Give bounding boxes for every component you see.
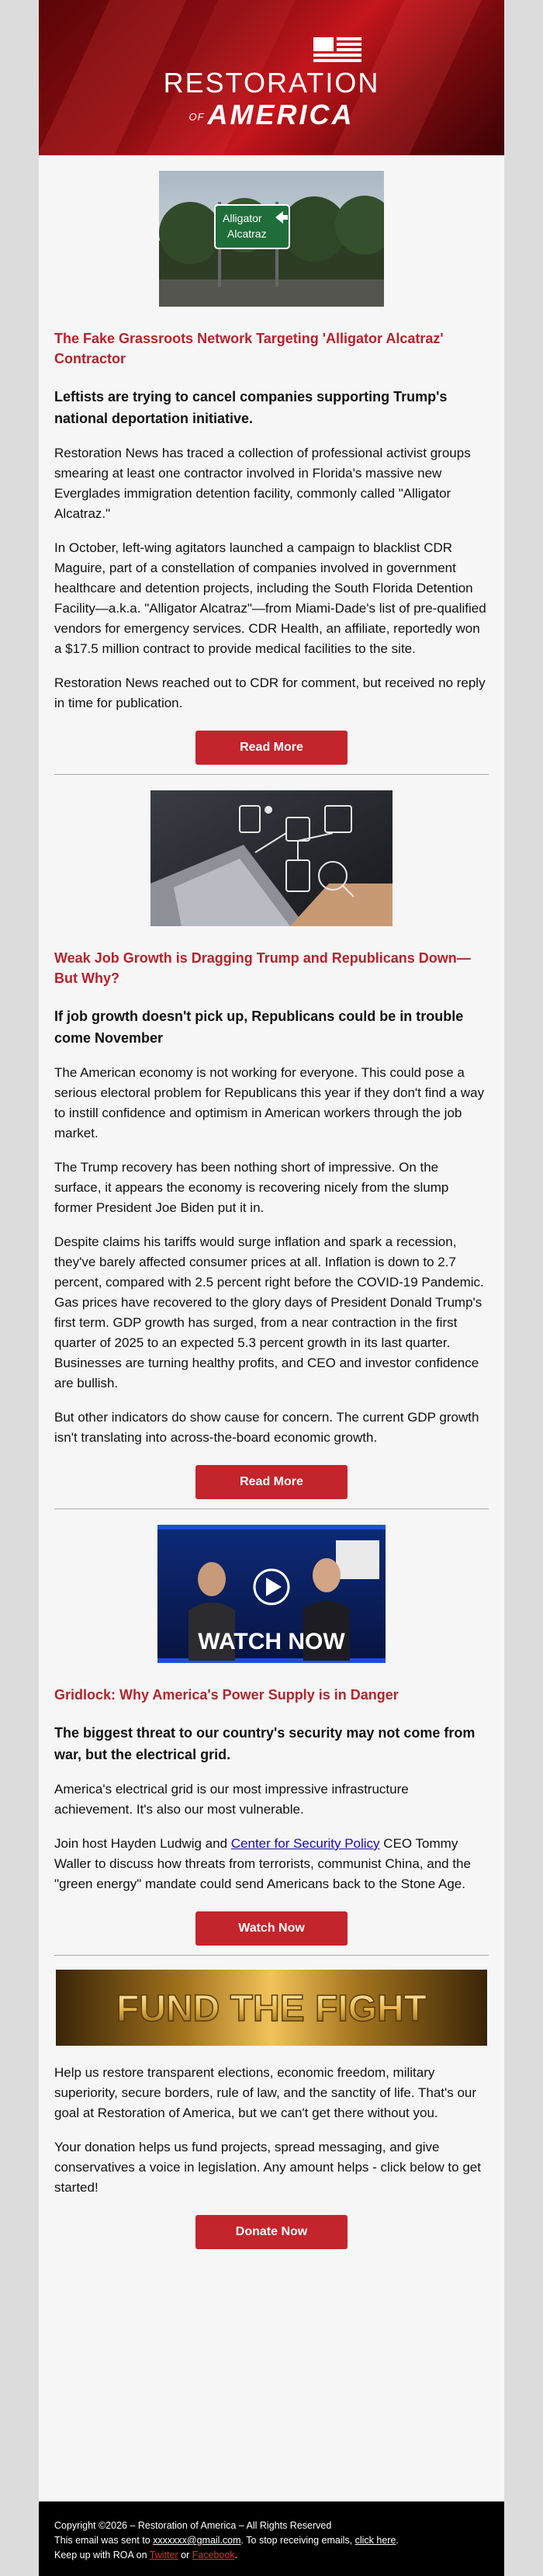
copyright-text: Copyright ©2026 – Restoration of America – All Rights Reserved bbox=[54, 2520, 332, 2531]
read-more-button[interactable]: Read More bbox=[195, 731, 348, 765]
article-paragraph: The Trump recovery has been nothing short of impressive. On the surface, it appears the economy is recovering nicely from the slump former President Joe Biden put it in. bbox=[54, 1160, 449, 1215]
article-subtitle: If job growth doesn't pick up, Republicans could be in trouble come November bbox=[54, 1009, 464, 1046]
article-paragraph: But other indicators do show cause for concern. The current GDP growth isn't translating into across-the-board economic growth. bbox=[54, 1410, 479, 1445]
footer-text: This email was sent to bbox=[54, 2535, 154, 2546]
brand-name-bottom: AMERICA bbox=[207, 99, 355, 130]
divider bbox=[54, 1955, 489, 1956]
article-title[interactable]: Gridlock: Why America's Power Supply is in Danger bbox=[54, 1687, 399, 1703]
footer-text: . bbox=[234, 2550, 238, 2560]
watch-now-video-image[interactable] bbox=[157, 1525, 386, 1663]
fund-the-fight-banner[interactable] bbox=[56, 1970, 487, 2046]
fund-the-fight-section bbox=[39, 1970, 504, 2249]
fund-banner-text: FUND THE FIGHT bbox=[116, 1988, 427, 2029]
para-text: CEO Tommy Waller to discuss how threats from terrorists, communist China, and the "green energy" mandate could send Americans back to the Stone Age. bbox=[54, 1836, 471, 1891]
email-notice bbox=[54, 2533, 489, 2548]
sign-text-1: Alligator bbox=[223, 212, 262, 224]
article-paragraph: America's electrical grid is our most impressive infrastructure achievement. It's also our most vulnerable. bbox=[54, 1782, 409, 1817]
fund-paragraph: Your donation helps us fund projects, spread messaging, and give conservatives a voice in legislation. Any amount helps - click below to get started! bbox=[54, 2140, 481, 2195]
article-gridlock bbox=[39, 1525, 504, 1956]
article-paragraph: Restoration News has traced a collection of professional activist groups smearing at least one contractor involved in Florida's massive new Everglades immigration detention facility, commonly called "Alligator Alcatraz." bbox=[54, 446, 471, 521]
article-title[interactable]: Weak Job Growth is Dragging Trump and Republicans Down—But Why? bbox=[54, 950, 471, 986]
email-container bbox=[39, 0, 504, 2576]
donate-now-button[interactable]: Donate Now bbox=[195, 2215, 348, 2249]
article-subtitle: The biggest threat to our country's security may not come from war, but the electrical grid. bbox=[54, 1725, 476, 1762]
social-notice bbox=[54, 2548, 489, 2563]
article-paragraph bbox=[54, 1834, 489, 1894]
article-paragraph: The American economy is not working for everyone. This could pose a serious electoral problem for Republicans this year if they don't find a way to instill confidence and optimism in American workers through the job market. bbox=[54, 1065, 485, 1140]
article-subtitle: Leftists are trying to cancel companies supporting Trump's national deportation initiative. bbox=[54, 389, 448, 426]
brand-name-of: OF bbox=[188, 110, 205, 123]
brand-logo[interactable] bbox=[39, 37, 504, 131]
watch-now-button[interactable]: Watch Now bbox=[195, 1911, 348, 1946]
watch-now-overlay: WATCH NOW bbox=[198, 1629, 345, 1654]
article-alligator-alcatraz bbox=[39, 171, 504, 775]
flag-icon bbox=[313, 37, 361, 64]
job-growth-image[interactable] bbox=[150, 790, 393, 926]
unsubscribe-link[interactable]: click here bbox=[355, 2535, 396, 2546]
brand-name-top: RESTORATION bbox=[163, 67, 380, 99]
footer-text: or bbox=[178, 2550, 192, 2560]
para-text: Join host Hayden Ludwig and bbox=[54, 1836, 231, 1851]
article-paragraph: In October, left-wing agitators launched a campaign to blacklist CDR Maguire, part of a constellation of companies involved in government healthcare and detention projects, including the South Florida Detention Facility—a.k.a. "Alligator Alcatraz"—from Miami-Dade's list of pre-qualified vendors for emergency services. CDR Health, an affiliate, reportedly won a $17.5 million contract to provide medical facilities to the site. bbox=[54, 540, 486, 656]
divider bbox=[54, 774, 489, 775]
article-paragraph: Despite claims his tariffs would surge inflation and spark a recession, they've barely affected consumer prices at all. Inflation is down to 2.7 percent, compared with 2.5 percent right before the COVID-19 Pandemic. Gas prices have recovered to the glory days of President Donald Trump's first term. GDP growth has surged, from a near contraction in the first quarter of 2025 to an expected 5.3 percent growth in its last quarter. Businesses are turning healthy profits, and CEO and investor confidence are bullish. bbox=[54, 1234, 484, 1390]
article-paragraph: Restoration News reached out to CDR for comment, but received no reply in time for publication. bbox=[54, 675, 486, 710]
header-banner bbox=[39, 0, 504, 155]
footer-text: . To stop receiving emails, bbox=[240, 2535, 355, 2546]
divider bbox=[54, 1508, 489, 1509]
facebook-link[interactable]: Facebook bbox=[192, 2550, 235, 2560]
center-for-security-policy-link[interactable]: Center for Security Policy bbox=[230, 1836, 380, 1851]
footer-text: Keep up with ROA on bbox=[54, 2550, 150, 2560]
footer-text: . bbox=[396, 2535, 399, 2546]
footer bbox=[39, 2501, 504, 2576]
read-more-button[interactable]: Read More bbox=[195, 1465, 348, 1499]
alligator-alcatraz-image[interactable] bbox=[159, 171, 384, 307]
article-job-growth bbox=[39, 790, 504, 1509]
twitter-link[interactable]: Twitter bbox=[149, 2550, 178, 2560]
email-address-link[interactable]: xxxxxxx@gmail.com bbox=[153, 2535, 241, 2546]
sign-text-2: Alcatraz bbox=[227, 227, 267, 240]
article-title[interactable]: The Fake Grassroots Network Targeting 'Alligator Alcatraz' Contractor bbox=[54, 331, 444, 366]
fund-paragraph: Help us restore transparent elections, economic freedom, military superiority, secure borders, rule of law, and the sanctity of life. That's our goal at Restoration of America, but we can't get there without you. bbox=[54, 2065, 477, 2120]
